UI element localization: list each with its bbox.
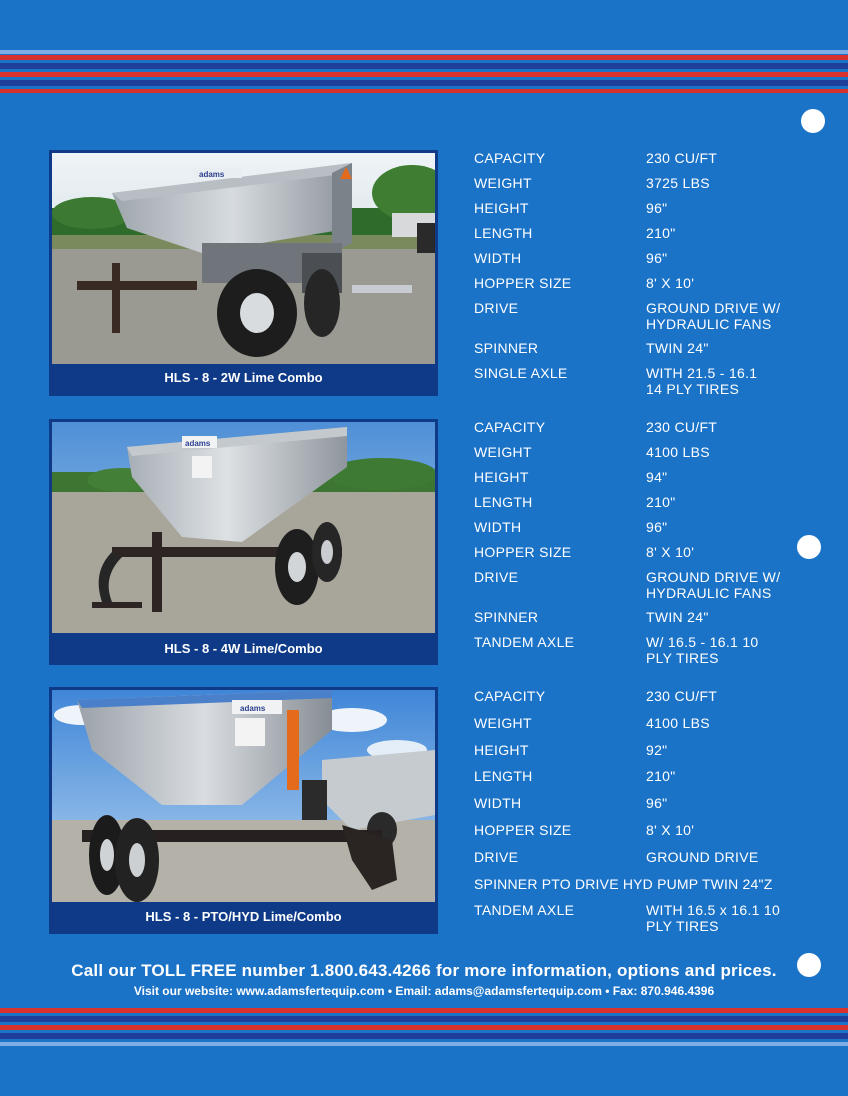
- product-card-3: [49, 687, 438, 934]
- product-caption: HLS - 8 - 4W Lime/Combo: [164, 641, 323, 656]
- product-photo: [52, 422, 435, 633]
- toll-free-callout: Call our TOLL FREE number 1.800.643.4266 for more information, options and prices.: [71, 961, 777, 980]
- spec-value: [646, 200, 667, 216]
- spec-value-line: 4100 LBS: [646, 444, 710, 460]
- product-photo-frame: [49, 419, 438, 665]
- binder-hole-middle: [797, 535, 821, 559]
- spec-label: HOPPER SIZE: [474, 275, 572, 291]
- spec-value: [646, 688, 717, 704]
- spec-label: LENGTH: [474, 768, 533, 784]
- bottom-stripes: [0, 1008, 848, 1048]
- spec-value-line: 4100 LBS: [646, 715, 710, 731]
- spec-value: [646, 742, 667, 758]
- spec-value-line: WITH 16.5 x 16.1 10: [646, 902, 781, 918]
- spec-value-line: TWIN 24": [646, 609, 709, 625]
- spec-label: CAPACITY: [474, 688, 546, 704]
- spec-label: WEIGHT: [474, 715, 532, 731]
- spec-value: [646, 444, 710, 460]
- spec-label: WEIGHT: [474, 444, 532, 460]
- spec-value-line: 96": [646, 250, 668, 266]
- spec-label: HEIGHT: [474, 200, 529, 216]
- spec-row-spinner: SPINNER PTO DRIVE HYD PUMP TWIN 24"Z: [474, 876, 773, 892]
- spec-value-line: GROUND DRIVE W/: [646, 300, 781, 316]
- spec-value: [646, 609, 709, 625]
- spec-value: [646, 715, 710, 731]
- spec-value: [646, 419, 717, 435]
- spec-value: [646, 544, 694, 560]
- spec-value-line: 96": [646, 795, 668, 811]
- spec-label: WEIGHT: [474, 175, 532, 191]
- photo-brand-decal: adams: [185, 439, 211, 448]
- spec-label: SPINNER: [474, 340, 539, 356]
- spec-label: WIDTH: [474, 250, 522, 266]
- spec-value: [646, 768, 676, 784]
- product-photo-frame: [49, 687, 438, 934]
- spec-value: [646, 275, 694, 291]
- spec-label: HEIGHT: [474, 742, 529, 758]
- spec-label: WIDTH: [474, 519, 522, 535]
- spec-value-line: PLY TIRES: [646, 918, 719, 934]
- spec-value-line: WITH 21.5 - 16.1: [646, 365, 758, 381]
- spec-value: [646, 902, 780, 934]
- spec-value-line: GROUND DRIVE: [646, 849, 759, 865]
- spec-label: TANDEM AXLE: [474, 634, 575, 650]
- spec-value-line: 210": [646, 494, 676, 510]
- product-card-1: [49, 150, 438, 396]
- spec-label: DRIVE: [474, 300, 519, 316]
- product-caption: HLS - 8 - 2W Lime Combo: [164, 370, 323, 385]
- spec-value: [646, 469, 667, 485]
- spec-label: WIDTH: [474, 795, 522, 811]
- product-photo: [52, 690, 435, 902]
- spec-value-line: HYDRAULIC FANS: [646, 316, 772, 332]
- spec-value-line: PLY TIRES: [646, 650, 719, 666]
- spec-value: [646, 634, 759, 666]
- spec-label: SINGLE AXLE: [474, 365, 568, 381]
- spec-value-line: 8' X 10': [646, 275, 695, 291]
- spec-value-line: TWIN 24": [646, 340, 709, 356]
- spec-value: [646, 569, 780, 601]
- spec-value: [646, 494, 676, 510]
- spec-value-line: 92": [646, 742, 668, 758]
- product-photo-frame: [49, 150, 438, 396]
- spec-label: TANDEM AXLE: [474, 902, 575, 918]
- spec-value-line: W/ 16.5 - 16.1 10: [646, 634, 759, 650]
- spec-value: [646, 822, 694, 838]
- spec-value: [646, 340, 709, 356]
- spec-value-line: GROUND DRIVE W/: [646, 569, 781, 585]
- spec-value-line: HYDRAULIC FANS: [646, 585, 772, 601]
- top-stripes: [0, 50, 848, 96]
- spec-label: HEIGHT: [474, 469, 529, 485]
- spec-value: [646, 849, 759, 865]
- photo-brand-decal: adams: [199, 170, 225, 179]
- spec-value-line: 8' X 10': [646, 544, 695, 560]
- product-card-2: [49, 419, 438, 665]
- binder-hole-top: [801, 109, 825, 133]
- spec-label: HOPPER SIZE: [474, 822, 572, 838]
- spec-label: LENGTH: [474, 494, 533, 510]
- spec-value-line: 8' X 10': [646, 822, 695, 838]
- spec-label: HOPPER SIZE: [474, 544, 572, 560]
- spec-value-line: 230 CU/FT: [646, 419, 718, 435]
- spec-label: SPINNER: [474, 609, 539, 625]
- spec-value: [646, 225, 676, 241]
- spec-value-line: 14 PLY TIRES: [646, 381, 740, 397]
- product-caption: HLS - 8 - PTO/HYD Lime/Combo: [145, 909, 342, 924]
- spec-label: DRIVE: [474, 849, 519, 865]
- spec-value: [646, 150, 717, 166]
- spec-value-line: 94": [646, 469, 668, 485]
- spec-value: [646, 300, 780, 332]
- spec-value-line: 210": [646, 768, 676, 784]
- spec-label: CAPACITY: [474, 419, 546, 435]
- spec-value: [646, 795, 667, 811]
- spec-value-line: 230 CU/FT: [646, 150, 718, 166]
- spec-label: CAPACITY: [474, 150, 546, 166]
- spec-value-line: 96": [646, 519, 668, 535]
- contact-info-line: Visit our website: www.adamsfertequip.com • Email: adams@adamsfertequip.com • Fax: 870.946.4396: [133, 984, 715, 998]
- spec-value-line: 230 CU/FT: [646, 688, 718, 704]
- photo-brand-decal: adams: [240, 704, 266, 713]
- spec-value: [646, 250, 667, 266]
- spec-value: [646, 519, 667, 535]
- spec-value-line: 96": [646, 200, 668, 216]
- spec-value-line: 210": [646, 225, 676, 241]
- spec-value-line: 3725 LBS: [646, 175, 710, 191]
- product-photo: [52, 153, 435, 364]
- spec-value: [646, 365, 757, 397]
- spec-label: LENGTH: [474, 225, 533, 241]
- spec-label: DRIVE: [474, 569, 519, 585]
- spec-value: [646, 175, 710, 191]
